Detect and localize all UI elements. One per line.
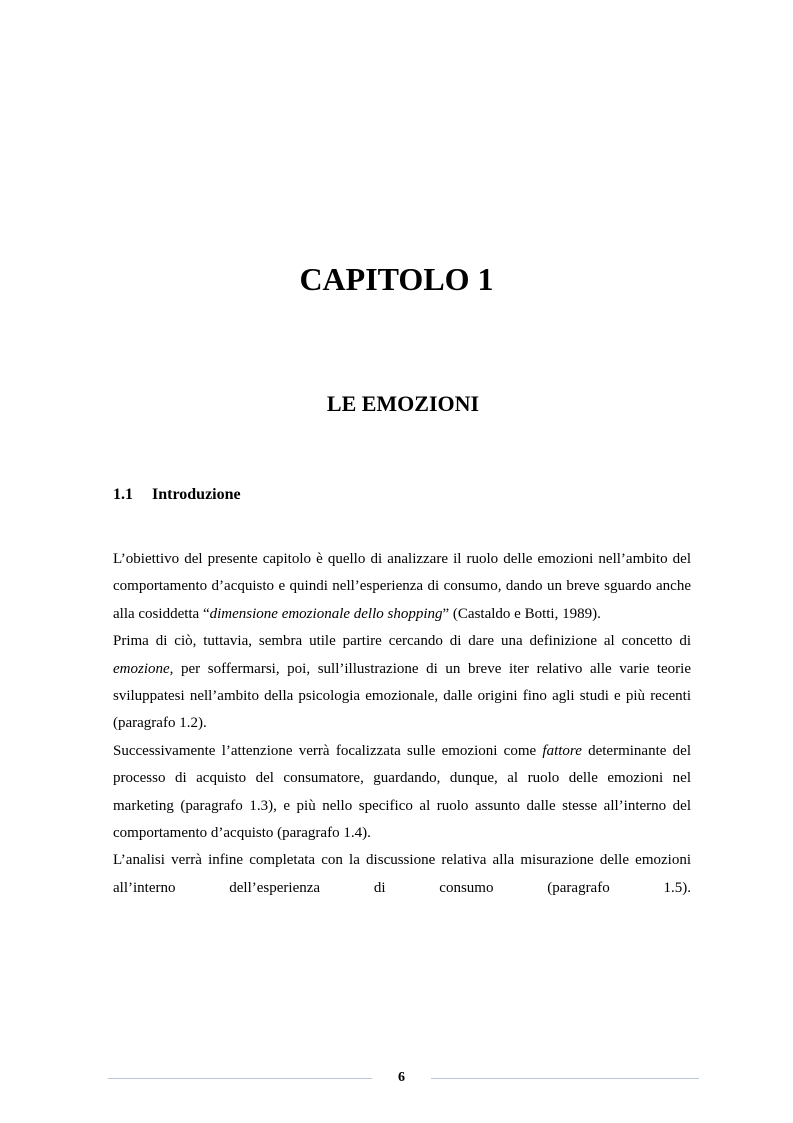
section-number: 1.1	[113, 486, 133, 503]
paragraph-3	[113, 738, 691, 848]
paragraph-2-text: Prima di ciò, tuttavia, sembra utile partire cercando di dare una definizione al concetto di	[113, 633, 691, 650]
page-number: 6	[398, 1070, 405, 1085]
body-text	[113, 546, 691, 902]
footer-rule-left	[108, 1078, 372, 1079]
paragraph-3-text: Successivamente l’attenzione verrà focalizzata sulle emozioni come	[113, 742, 543, 759]
paragraph-2-text-end: per soffermarsi, poi, sull’illustrazione di un breve iter relativo alle varie teorie sviluppatesi nell’ambito della psicologia emozionale, dalle origini fino agli studi e più recenti (paragrafo 1.2).	[113, 660, 691, 732]
footer-rule-right	[431, 1078, 699, 1079]
paragraph-1	[113, 546, 691, 628]
section-heading	[113, 485, 241, 505]
section-title: Introduzione	[152, 486, 241, 503]
paragraph-4: L’analisi verrà infine completata con la discussione relativa alla misurazione delle emozioni all’interno dell’esperienza di consumo (paragrafo 1.5).	[113, 852, 691, 896]
paragraph-2-emphasis: emozione,	[113, 660, 174, 677]
chapter-title: CAPITOLO 1	[299, 261, 494, 297]
chapter-subtitle: LE EMOZIONI	[326, 391, 480, 416]
paragraph-1-emphasis: dimensione emozionale dello shopping	[209, 605, 443, 622]
paragraph-3-emphasis: fattore	[542, 742, 582, 759]
paragraph-3-text-end: determinante del processo di acquisto del consumatore, guardando, dunque, al ruolo delle emozioni nel marketing (paragrafo 1.3), e più nello specifico al ruolo assunto dalle stesse all’interno del comportamento d’acquisto (paragrafo 1.4).	[113, 742, 691, 842]
paragraph-1-text: L’obiettivo del presente capitolo è quello di analizzare il ruolo delle emozioni nell’ambito del comportamento d’acquisto e quindi nell’esperienza di consumo, dando un breve sguardo anche alla cosiddetta “	[113, 551, 691, 622]
paragraph-2	[113, 628, 691, 738]
paragraph-1-text-end: ” (Castaldo e Botti, 1989).	[442, 605, 601, 622]
